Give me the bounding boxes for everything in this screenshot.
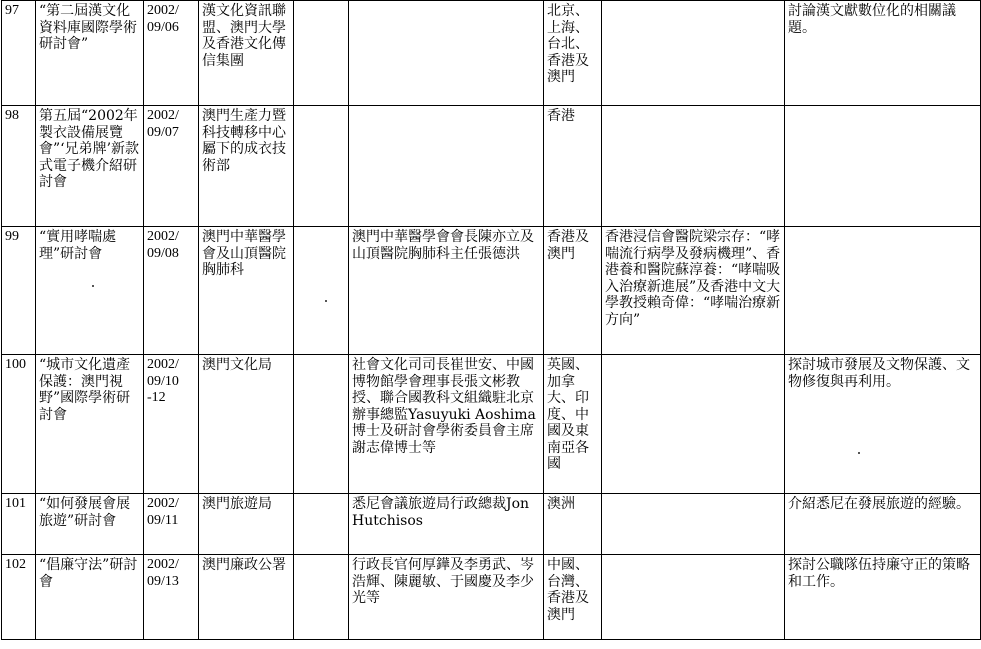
remarks xyxy=(785,106,981,227)
organizer: 澳門生產力暨科技轉移中心屬下的成衣技術部 xyxy=(199,106,294,227)
organizer: 澳門中華醫學會及山頂醫院胸肺科 xyxy=(199,227,294,355)
event-title: “如何發展會展旅遊”研討會 xyxy=(36,494,144,555)
participating-regions: 英國、加拿大、印度、中國及東南亞各國 xyxy=(544,355,602,494)
table-row xyxy=(2,494,981,555)
officials: 行政長官何厚鏵及李勇武、岑浩輝、陳麗敏、于國慶及李少光等 xyxy=(349,555,544,640)
speakers xyxy=(602,494,785,555)
scan-speck xyxy=(325,300,327,302)
seminar-table xyxy=(1,0,981,640)
remarks: 討論漢文獻數位化的相關議題。 xyxy=(785,1,981,106)
speakers xyxy=(602,1,785,106)
event-date: 2002/ 09/10 -12 xyxy=(144,355,199,494)
row-number: 98 xyxy=(2,106,36,227)
row-number: 97 xyxy=(2,1,36,106)
organizer: 澳門旅遊局 xyxy=(199,494,294,555)
event-title: 第五屆“2002年製衣設備展覽會”‘兄弟牌’新款式電子機介紹研討會 xyxy=(36,106,144,227)
speakers xyxy=(602,106,785,227)
event-date: 2002/ 09/07 xyxy=(144,106,199,227)
empty-cell xyxy=(294,1,349,106)
speakers: 香港浸信會醫院梁宗存：“哮喘流行病學及發病機理”、香港養和醫院蘇淳養：“哮喘吸入治療新進展”及香港中文大學教授賴奇偉：“哮喘治療新方向” xyxy=(602,227,785,355)
officials: 悉尼會議旅遊局行政總裁Jon Hutchisos xyxy=(349,494,544,555)
remarks: 探討城市發展及文物保護、文物修復與再利用。 xyxy=(785,355,981,494)
row-number: 102 xyxy=(2,555,36,640)
participating-regions: 香港及澳門 xyxy=(544,227,602,355)
scan-speck xyxy=(858,452,860,454)
empty-cell xyxy=(294,227,349,355)
event-title: “第二屆漢文化資料庫國際學術研討會” xyxy=(36,1,144,106)
officials: 澳門中華醫學會會長陳亦立及山頂醫院胸肺科主任張德洪 xyxy=(349,227,544,355)
remarks: 介紹悉尼在發展旅遊的經驗。 xyxy=(785,494,981,555)
table-row xyxy=(2,227,981,355)
row-number: 100 xyxy=(2,355,36,494)
table-row xyxy=(2,555,981,640)
scan-speck xyxy=(92,285,94,287)
participating-regions: 中國、台灣、香港及澳門 xyxy=(544,555,602,640)
table-row xyxy=(2,355,981,494)
participating-regions: 澳洲 xyxy=(544,494,602,555)
empty-cell xyxy=(294,106,349,227)
empty-cell xyxy=(294,555,349,640)
remarks: 探討公職隊伍持廉守正的策略和工作。 xyxy=(785,555,981,640)
organizer: 漢文化資訊聯盟、澳門大學及香港文化傳信集團 xyxy=(199,1,294,106)
empty-cell xyxy=(294,355,349,494)
table-row xyxy=(2,106,981,227)
event-date: 2002/ 09/13 xyxy=(144,555,199,640)
event-title: “倡廉守法”研討會 xyxy=(36,555,144,640)
event-date: 2002/ 09/06 xyxy=(144,1,199,106)
speakers xyxy=(602,355,785,494)
empty-cell xyxy=(294,494,349,555)
event-title: “實用哮喘處理”研討會 xyxy=(36,227,144,355)
organizer: 澳門文化局 xyxy=(199,355,294,494)
remarks xyxy=(785,227,981,355)
participating-regions: 北京、上海、台北、香港及澳門 xyxy=(544,1,602,106)
officials xyxy=(349,1,544,106)
event-date: 2002/ 09/11 xyxy=(144,494,199,555)
row-number: 99 xyxy=(2,227,36,355)
participating-regions: 香港 xyxy=(544,106,602,227)
table-row xyxy=(2,1,981,106)
event-title: “城市文化遺產保護：澳門視野”國際學術研討會 xyxy=(36,355,144,494)
officials: 社會文化司司長崔世安、中國博物館學會理事長張文彬教授、聯合國教科文組織駐北京辦事總監Yasuyuki Aoshima博士及研討會學術委員會主席謝志偉博士等 xyxy=(349,355,544,494)
officials xyxy=(349,106,544,227)
organizer: 澳門廉政公署 xyxy=(199,555,294,640)
row-number: 101 xyxy=(2,494,36,555)
speakers xyxy=(602,555,785,640)
event-date: 2002/ 09/08 xyxy=(144,227,199,355)
